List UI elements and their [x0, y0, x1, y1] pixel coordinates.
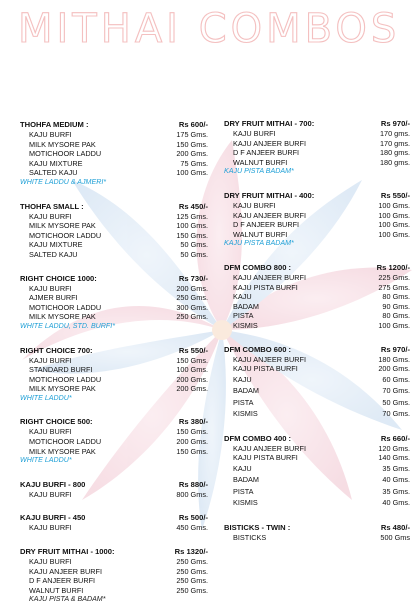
combo-item [224, 355, 410, 365]
item-name: KAJU MIXTURE [29, 240, 83, 250]
item-name: WALNUT BURFI [29, 585, 84, 595]
item-quantity: 150 Gms. [176, 230, 208, 240]
combo-block [224, 263, 410, 331]
combo-name: DFM COMBO 600 : [224, 344, 292, 354]
combo-name: RIGHT CHOICE 1000: [20, 273, 97, 283]
item-name: MOTICHOOR LADDU [29, 437, 102, 447]
combo-item [224, 385, 410, 397]
item-quantity: 40 Gms. [382, 475, 410, 485]
item-name: KAJU BURFI [29, 523, 72, 533]
combo-item [20, 523, 208, 533]
item-name: KAJU BURFI [29, 557, 72, 567]
item-name: MOTICHOOR LADDU [29, 149, 102, 159]
item-quantity: 180 gms. [379, 148, 410, 158]
combo-item [224, 486, 410, 498]
combo-block [20, 417, 208, 465]
combo-header [224, 523, 410, 533]
combo-header [224, 263, 410, 273]
combo-header [20, 274, 208, 284]
item-quantity: 70 Gms. [382, 386, 410, 396]
combo-note: KAJU PISTA BADAM* [224, 239, 294, 248]
combo-item [20, 231, 208, 241]
combo-item [224, 273, 410, 283]
item-name: BISTICKS [233, 532, 267, 542]
item-name: KAJU BURFI [233, 129, 276, 138]
combo-item [20, 437, 208, 447]
combo-item [224, 321, 410, 331]
combo-note: WHITE LADDU & AJMERI* [20, 177, 107, 186]
combo-block [224, 191, 410, 249]
combo-item [20, 427, 208, 437]
combo-note: KAJU PISTA & BADAM* [29, 595, 106, 604]
item-quantity: 150 Gms. [176, 427, 208, 437]
item-name: KAJU ANJEER BURFI [233, 354, 306, 364]
combo-note: KAJU PISTA BADAM* [224, 167, 294, 176]
item-name: WALNUT BURFI [233, 229, 288, 239]
combo-price: Rs 550/- [380, 190, 410, 200]
combo-item [20, 130, 208, 140]
combo-block [20, 480, 208, 500]
page-header [0, 2, 419, 64]
combo-price: Rs 380/- [178, 417, 208, 427]
item-quantity: 100 Gms. [176, 221, 208, 231]
item-quantity: 250 Gms. [176, 576, 208, 586]
item-quantity: 90 Gms. [382, 301, 410, 311]
combo-block [20, 513, 208, 533]
combo-item [224, 201, 410, 211]
combo-item [20, 221, 208, 231]
item-name: D F ANJEER BURFI [233, 220, 300, 230]
combo-price: Rs 480/- [380, 522, 410, 532]
left-menu-column [20, 120, 208, 612]
item-name: KISMIS [233, 498, 258, 508]
item-name: PISTA [233, 397, 254, 407]
combo-item [20, 490, 208, 500]
item-quantity: 175 Gms. [176, 130, 208, 139]
item-name: MILK MYSORE PAK [29, 446, 96, 456]
combo-item [20, 303, 208, 313]
item-quantity: 180 gms. [379, 157, 410, 167]
combo-block [20, 346, 208, 404]
combo-header [20, 346, 208, 356]
item-name: KAJU PISTA BURFI [233, 453, 298, 463]
item-name: KAJU BURFI [29, 427, 72, 437]
combo-item [224, 292, 410, 302]
item-quantity: 100 Gms. [378, 200, 410, 210]
combo-price: Rs 450/- [178, 201, 208, 211]
item-name: KAJU BURFI [29, 130, 72, 139]
item-quantity: 500 Gms [380, 532, 410, 542]
item-quantity: 150 Gms. [176, 446, 208, 456]
combo-header [20, 417, 208, 427]
combo-item [224, 302, 410, 312]
page-title: MITHAI COMBOS [18, 6, 401, 52]
item-quantity: 225 Gms. [378, 272, 410, 282]
item-quantity: 140 Gms. [378, 453, 410, 463]
item-name: MILK MYSORE PAK [29, 312, 96, 322]
item-quantity: 60 Gms. [382, 374, 410, 384]
item-quantity: 40 Gms. [382, 498, 410, 508]
item-name: KAJU BURFI [29, 283, 72, 293]
item-quantity: 50 Gms. [382, 397, 410, 407]
combo-price: Rs 500/- [178, 513, 208, 523]
combo-item [224, 463, 410, 475]
item-quantity: 150 Gms. [176, 139, 208, 149]
combo-item [224, 497, 410, 509]
combo-item [224, 533, 410, 543]
combo-item [20, 567, 208, 577]
item-quantity: 450 Gms. [176, 523, 208, 533]
combo-name: DRY FRUIT MITHAI - 1000: [20, 547, 115, 557]
combo-note: WHITE LADDU* [20, 393, 72, 402]
item-quantity: 35 Gms. [382, 486, 410, 496]
combo-item [224, 139, 410, 149]
combo-item [20, 356, 208, 366]
item-name: PISTA [233, 486, 254, 496]
combo-block [224, 345, 410, 420]
item-name: KAJU PISTA BURFI [233, 282, 298, 292]
combo-item [20, 293, 208, 303]
item-name: KAJU ANJEER BURFI [233, 443, 306, 453]
combo-note: WHITE LADDU, STD. BURFI* [20, 321, 115, 330]
combo-name: RIGHT CHOICE 700: [20, 345, 93, 355]
combo-item [224, 474, 410, 486]
combo-item [20, 384, 208, 394]
combo-name: DRY FRUIT MITHAI - 400: [224, 190, 315, 200]
combo-header [224, 434, 410, 444]
combo-name: THOHFA MEDIUM : [20, 120, 89, 129]
combo-item [20, 365, 208, 375]
item-name: KAJU BURFI [29, 211, 72, 221]
combo-item [20, 312, 208, 322]
item-name: BADAM [233, 301, 259, 311]
combo-item [20, 168, 208, 178]
combo-block [224, 119, 410, 177]
combo-item [224, 374, 410, 386]
item-quantity: 50 Gms. [180, 249, 208, 259]
combo-name: DFM COMBO 800 : [224, 262, 292, 272]
item-quantity: 180 Gms. [378, 354, 410, 364]
item-name: STANDARD BURFI [29, 365, 93, 375]
item-name: PISTA [233, 311, 254, 321]
combo-price: Rs 970/- [380, 344, 410, 354]
combo-header [224, 119, 410, 129]
item-name: KAJU ANJEER BURFI [29, 566, 102, 576]
combo-item [20, 250, 208, 260]
combo-item [224, 283, 410, 293]
item-name: BADAM [233, 386, 259, 396]
combo-item [20, 149, 208, 159]
item-name: D F ANJEER BURFI [233, 148, 300, 158]
item-name: KAJU [233, 292, 252, 302]
combo-name: KAJU BURFI - 450 [20, 513, 86, 523]
item-name: MILK MYSORE PAK [29, 221, 96, 231]
item-quantity: 100 Gms. [176, 365, 208, 375]
item-quantity: 100 Gms. [378, 210, 410, 220]
combo-header [20, 480, 208, 490]
item-name: KAJU ANJEER BURFI [233, 272, 306, 282]
combo-item [224, 444, 410, 454]
combo-item [20, 375, 208, 385]
item-quantity: 70 Gms. [382, 409, 410, 419]
item-quantity: 200 Gms. [378, 364, 410, 374]
item-quantity: 100 Gms. [378, 220, 410, 230]
item-quantity: 250 Gms. [176, 293, 208, 303]
combo-block [224, 434, 410, 509]
item-quantity: 200 Gms. [176, 283, 208, 293]
item-quantity: 250 Gms. [176, 585, 208, 595]
combo-name: KAJU BURFI - 800 [20, 479, 86, 489]
item-name: BADAM [233, 475, 259, 485]
item-name: KAJU ANJEER BURFI [233, 138, 306, 148]
item-quantity: 35 Gms. [382, 463, 410, 473]
item-name: KISMIS [233, 320, 258, 330]
combo-price: Rs 1200/- [376, 262, 410, 272]
combo-item [224, 311, 410, 321]
item-quantity: 200 Gms. [176, 437, 208, 447]
combo-item [224, 220, 410, 230]
combo-price: Rs 1320/- [174, 547, 208, 557]
combo-item [20, 557, 208, 567]
combo-item [224, 397, 410, 409]
combo-header [224, 345, 410, 355]
item-quantity: 250 Gms. [176, 312, 208, 322]
combo-header [20, 202, 208, 212]
item-quantity: 200 Gms. [176, 149, 208, 159]
item-quantity: 250 Gms. [176, 557, 208, 567]
combo-header [20, 513, 208, 523]
item-quantity: 100 Gms. [378, 229, 410, 239]
combo-item [20, 140, 208, 150]
combo-note: WHITE LADDU* [20, 456, 72, 465]
combo-price: Rs 880/- [178, 479, 208, 489]
item-name: KAJU BURFI [233, 200, 276, 210]
item-name: KAJU BURFI [29, 355, 72, 365]
item-name: MOTICHOOR LADDU [29, 230, 102, 240]
combo-block [20, 202, 208, 260]
item-name: KAJU BURFI [29, 489, 72, 499]
combo-item [20, 284, 208, 294]
combo-name: THOHFA SMALL : [20, 201, 84, 211]
combo-name: DRY FRUIT MITHAI - 700: [224, 119, 315, 128]
item-name: MOTICHOOR LADDU [29, 374, 102, 384]
item-name: KAJU [233, 374, 252, 384]
item-quantity: 50 Gms. [180, 240, 208, 250]
combo-block [20, 120, 208, 188]
combo-name: BISTICKS - TWIN : [224, 522, 291, 532]
combo-item [224, 453, 410, 463]
combo-name: DFM COMBO 400 : [224, 433, 292, 443]
item-quantity: 250 Gms. [176, 566, 208, 576]
combo-item [20, 586, 208, 596]
combo-item [20, 240, 208, 250]
item-name: MOTICHOOR LADDU [29, 302, 102, 312]
item-quantity: 125 Gms. [176, 211, 208, 221]
combo-item [20, 447, 208, 457]
item-quantity: 300 Gms. [176, 302, 208, 312]
item-quantity: 150 Gms. [176, 355, 208, 365]
combo-item [20, 576, 208, 586]
item-quantity: 80 Gms. [382, 311, 410, 321]
combo-price: Rs 550/- [178, 345, 208, 355]
item-quantity: 75 Gms. [180, 158, 208, 168]
item-name: MILK MYSORE PAK [29, 139, 96, 149]
item-name: MILK MYSORE PAK [29, 384, 96, 394]
combo-item [20, 212, 208, 222]
item-quantity: 200 Gms. [176, 384, 208, 394]
combo-header [20, 120, 208, 130]
item-name: KAJU ANJEER BURFI [233, 210, 306, 220]
combo-item [20, 159, 208, 169]
item-name: WALNUT BURFI [233, 157, 288, 167]
item-quantity: 120 Gms. [378, 443, 410, 453]
combo-block [20, 547, 208, 605]
combo-item [224, 148, 410, 158]
combo-header [20, 547, 208, 557]
combo-item [224, 408, 410, 420]
item-name: KISMIS [233, 409, 258, 419]
item-quantity: 100 Gms. [378, 320, 410, 330]
combo-price: Rs 600/- [178, 120, 208, 129]
item-quantity: 170 gms. [379, 129, 410, 138]
item-name: KAJU [233, 463, 252, 473]
item-name: SALTED KAJU [29, 168, 78, 178]
item-name: KAJU PISTA BURFI [233, 364, 298, 374]
combo-header [224, 191, 410, 201]
item-name: D F ANJEER BURFI [29, 576, 96, 586]
item-quantity: 200 Gms. [176, 374, 208, 384]
combo-price: Rs 660/- [380, 433, 410, 443]
combo-name: RIGHT CHOICE 500: [20, 417, 93, 427]
combo-item [224, 211, 410, 221]
item-name: KAJU MIXTURE [29, 158, 83, 168]
item-quantity: 275 Gms. [378, 282, 410, 292]
item-quantity: 100 Gms. [176, 168, 208, 178]
item-quantity: 80 Gms. [382, 292, 410, 302]
combo-block [224, 523, 410, 543]
item-name: SALTED KAJU [29, 249, 78, 259]
combo-price: Rs 730/- [178, 273, 208, 283]
combo-item [224, 129, 410, 139]
right-menu-column [224, 119, 410, 556]
combo-item [224, 158, 410, 168]
item-quantity: 170 gms. [379, 138, 410, 148]
combo-item [224, 230, 410, 240]
item-quantity: 800 Gms. [176, 489, 208, 499]
item-name: AJMER BURFI [29, 293, 78, 303]
combo-block [20, 274, 208, 332]
combo-price: Rs 970/- [380, 119, 410, 128]
combo-item [224, 364, 410, 374]
